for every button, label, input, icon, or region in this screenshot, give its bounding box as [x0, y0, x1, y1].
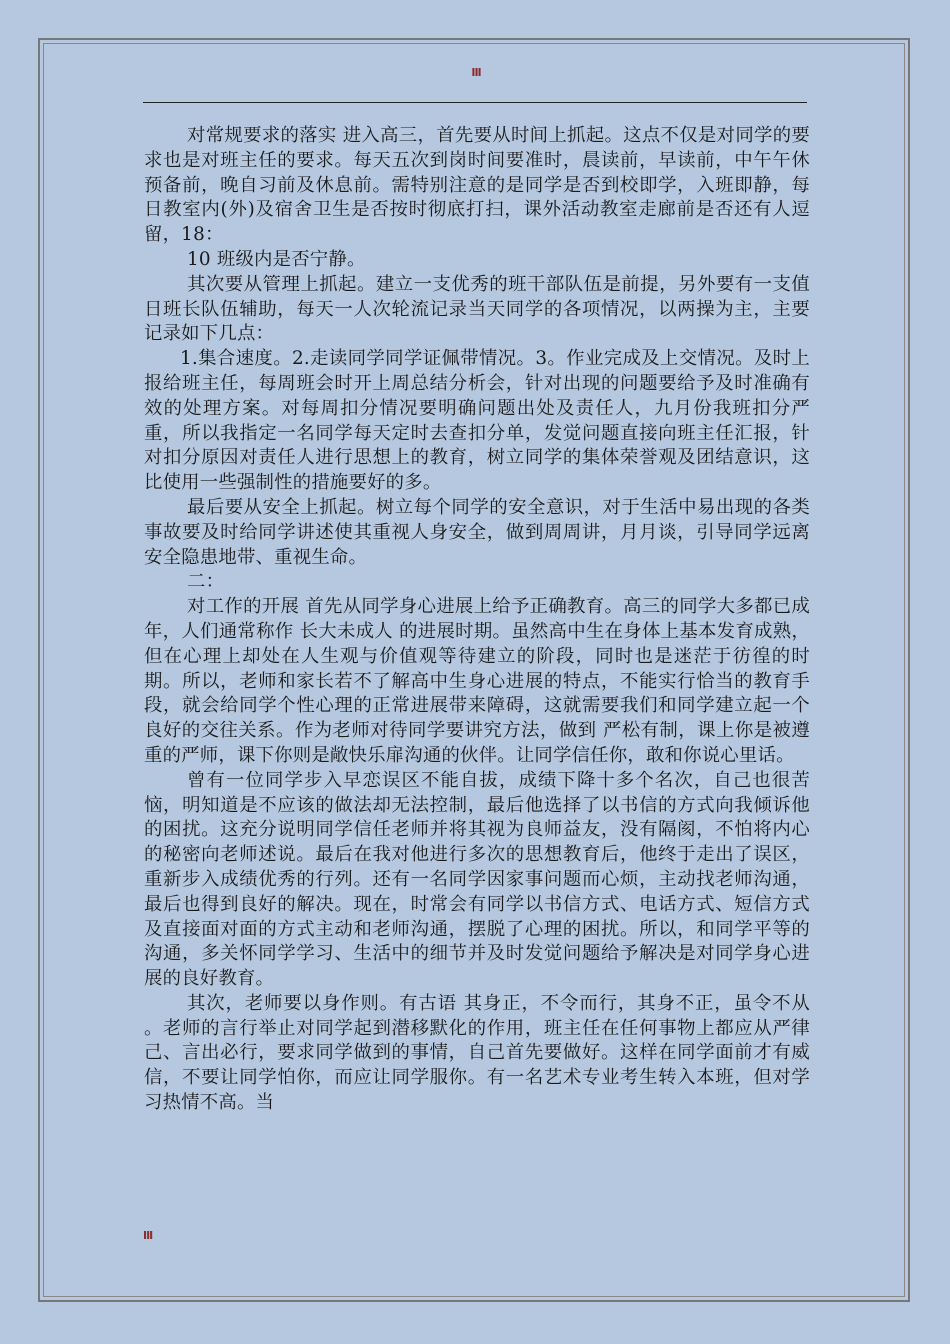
- section-heading-two: 二：: [187, 571, 225, 593]
- paragraph-management: 其次要从管理上抓起。建立一支优秀的班干部队伍是前提，另外要有一支值日班长队伍辅助，每天一人次轮流记录当天同学的各项情况，以两操为主，主要记录如下几点：: [144, 273, 810, 345]
- header-page-mark: III: [471, 66, 481, 79]
- paragraph-safety: 最后要从安全上抓起。树立每个同学的安全意识，对于生活中易出现的各类事故要及时给同学讲述使其重视人身安全，做到周周讲，月月谈，引导同学远离安全隐患地带、重视生命。: [144, 496, 810, 568]
- footer-page-mark: III: [143, 1229, 153, 1242]
- paragraph-routine-requirements: 对常规要求的落实 进入高三，首先要从时间上抓起。这点不仅是对同学的要求也是对班主任的要求。每天五次到岗时间要准时，晨读前，早读前，中午午休预备前，晚自习前及休息前。需特别注意的是同学是否到校即学，入班即静，每日教室内(外)及宿舍卫生是否按时彻底打扫，课外活动教室走廊前是否还有人逗留，18：: [144, 125, 810, 246]
- paragraph-student-case: 曾有一位同学步入早恋误区不能自拔，成绩下降十多个名次，自己也很苦恼，明知道是不应该的做法却无法控制，最后他选择了以书信的方式向我倾诉他的困扰。这充分说明同学信任老师并将其视为良师益友，没有隔阂，不怕将内心的秘密向老师述说。最后在我对他进行多次的思想教育后，他终于走出了误区，重新步入成绩优秀的行列。还有一名同学因家事问题而心烦，主动找老师沟通，最后也得到良好的解决。现在，时常会有同学以书信方式、电话方式、短信方式及直接面对面的方式主动和老师沟通，摆脱了心理的困扰。所以，和同学平等的沟通，多关怀同学学习、生活中的细节并及时发觉问题给予解决是对同学身心进展的良好教育。: [144, 769, 810, 990]
- paragraph-record-points: 1.集合速度。2.走读同学同学证佩带情况。3。作业完成及上交情况。及时上报给班主任，每周班会时开上周总结分析会，针对出现的问题要给予及时准确有效的处理方案。对每周扣分情况要明确问题出处及责任人，九月份我班扣分严重，所以我指定一名同学每天定时去查扣分单，发觉问题直接向班主任汇报，针对扣分原因对责任人进行思想上的教育，树立同学的集体荣誉观及团结意识，这比使用一些强制性的措施要好的多。: [144, 348, 810, 494]
- paragraph-work-development: 对工作的开展 首先从同学身心进展上给予正确教育。高三的同学大多都已成年，人们通常称作 长大未成人 的进展时期。虽然高中生在身体上基本发育成熟，但在心理上却处在人生观与价值观等待建立的阶段，同时也是迷茫于彷徨的时期。所以，老师和家长若不了解高中生身心进展的特点，不能实行恰当的教育手段，就会给同学个性心理的正常进展带来障碍，这就需要我们和同学建立起一个良好的交往关系。作为老师对待同学要讲究方法，做到 严松有制，课上你是被遵重的严师，课下你则是敞快乐扉沟通的伙伴。让同学信任你，敢和你说心里话。: [144, 596, 810, 766]
- header-divider: [143, 102, 807, 103]
- document-body: [144, 124, 810, 1116]
- paragraph-lead-by-example: 其次，老师要以身作则。有古语 其身正，不令而行，其身不正，虽令不从 。老师的言行举止对同学起到潜移默化的作用，班主任在任何事物上都应从严律己、言出必行，要求同学做到的事情，自己首先要做好。这样在同学面前才有威信，不要让同学怕你，而应让同学服你。有一名艺术专业考生转入本班，但对学习热情不高。当: [144, 992, 810, 1114]
- paragraph-continuation: 10 班级内是否宁静。: [187, 248, 366, 270]
